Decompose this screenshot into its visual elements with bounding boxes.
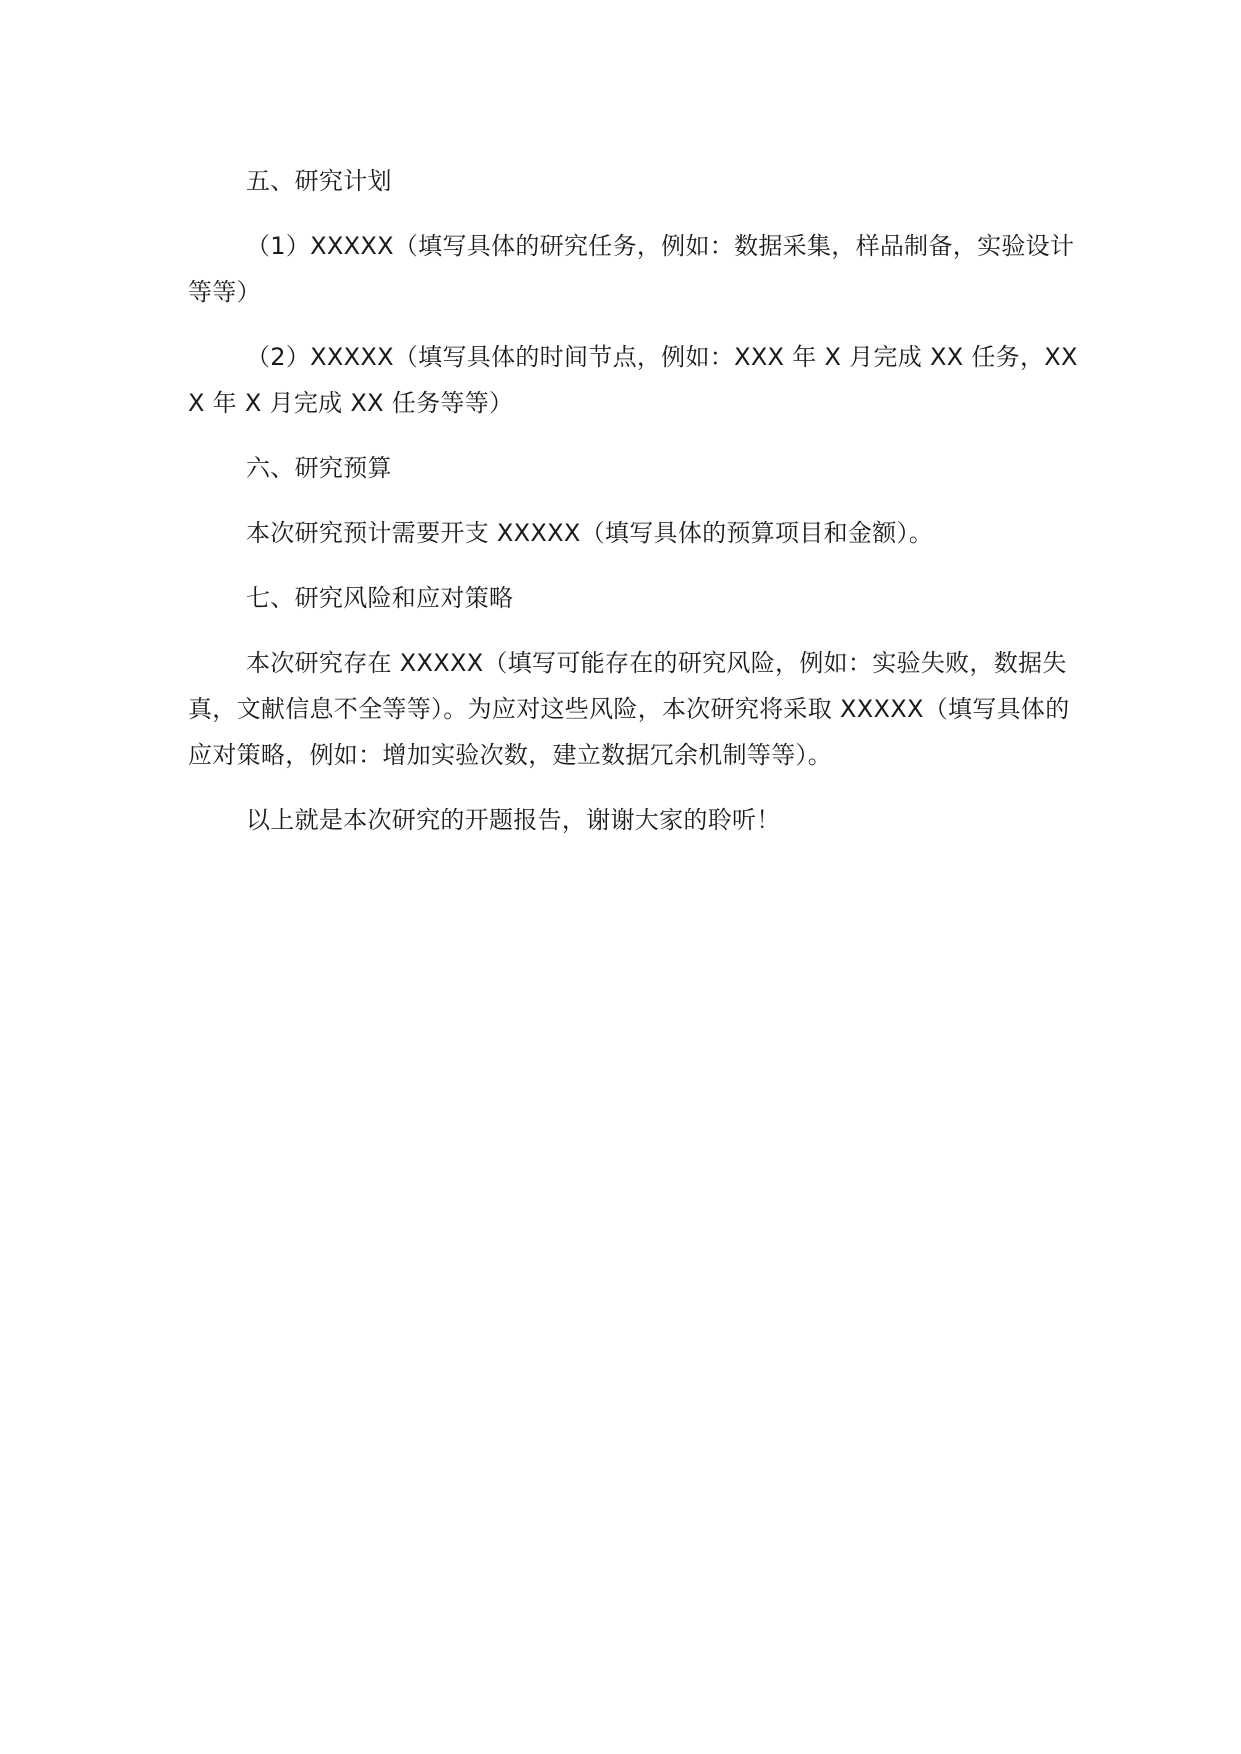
risks-paragraph: 本次研究存在 XXXXX（填写可能存在的研究风险，例如：实验失败，数据失真，文献信息不全等等）。为应对这些风险，本次研究将采取 XXXXX（填写具体的应对策略，例如：增加实验次数，建立数据冗余机制等等）。	[188, 649, 1070, 769]
closing-paragraph: 以上就是本次研究的开题报告，谢谢大家的聆听！	[246, 806, 781, 834]
document-body	[188, 158, 1090, 843]
plan-item-1: （1）XXXXX（填写具体的研究任务，例如：数据采集，样品制备，实验设计等等）	[188, 232, 1075, 306]
section-heading-research-plan: 五、研究计划	[246, 167, 392, 195]
section-heading-risks-strategies: 七、研究风险和应对策略	[246, 584, 514, 612]
budget-paragraph: 本次研究预计需要开支 XXXXX（填写具体的预算项目和金额）。	[246, 519, 934, 547]
section-heading-research-budget: 六、研究预算	[246, 454, 392, 482]
plan-item-2: （2）XXXXX（填写具体的时间节点，例如：XXX 年 X 月完成 XX 任务，XXX 年 X 月完成 XX 任务等等）	[188, 343, 1078, 417]
